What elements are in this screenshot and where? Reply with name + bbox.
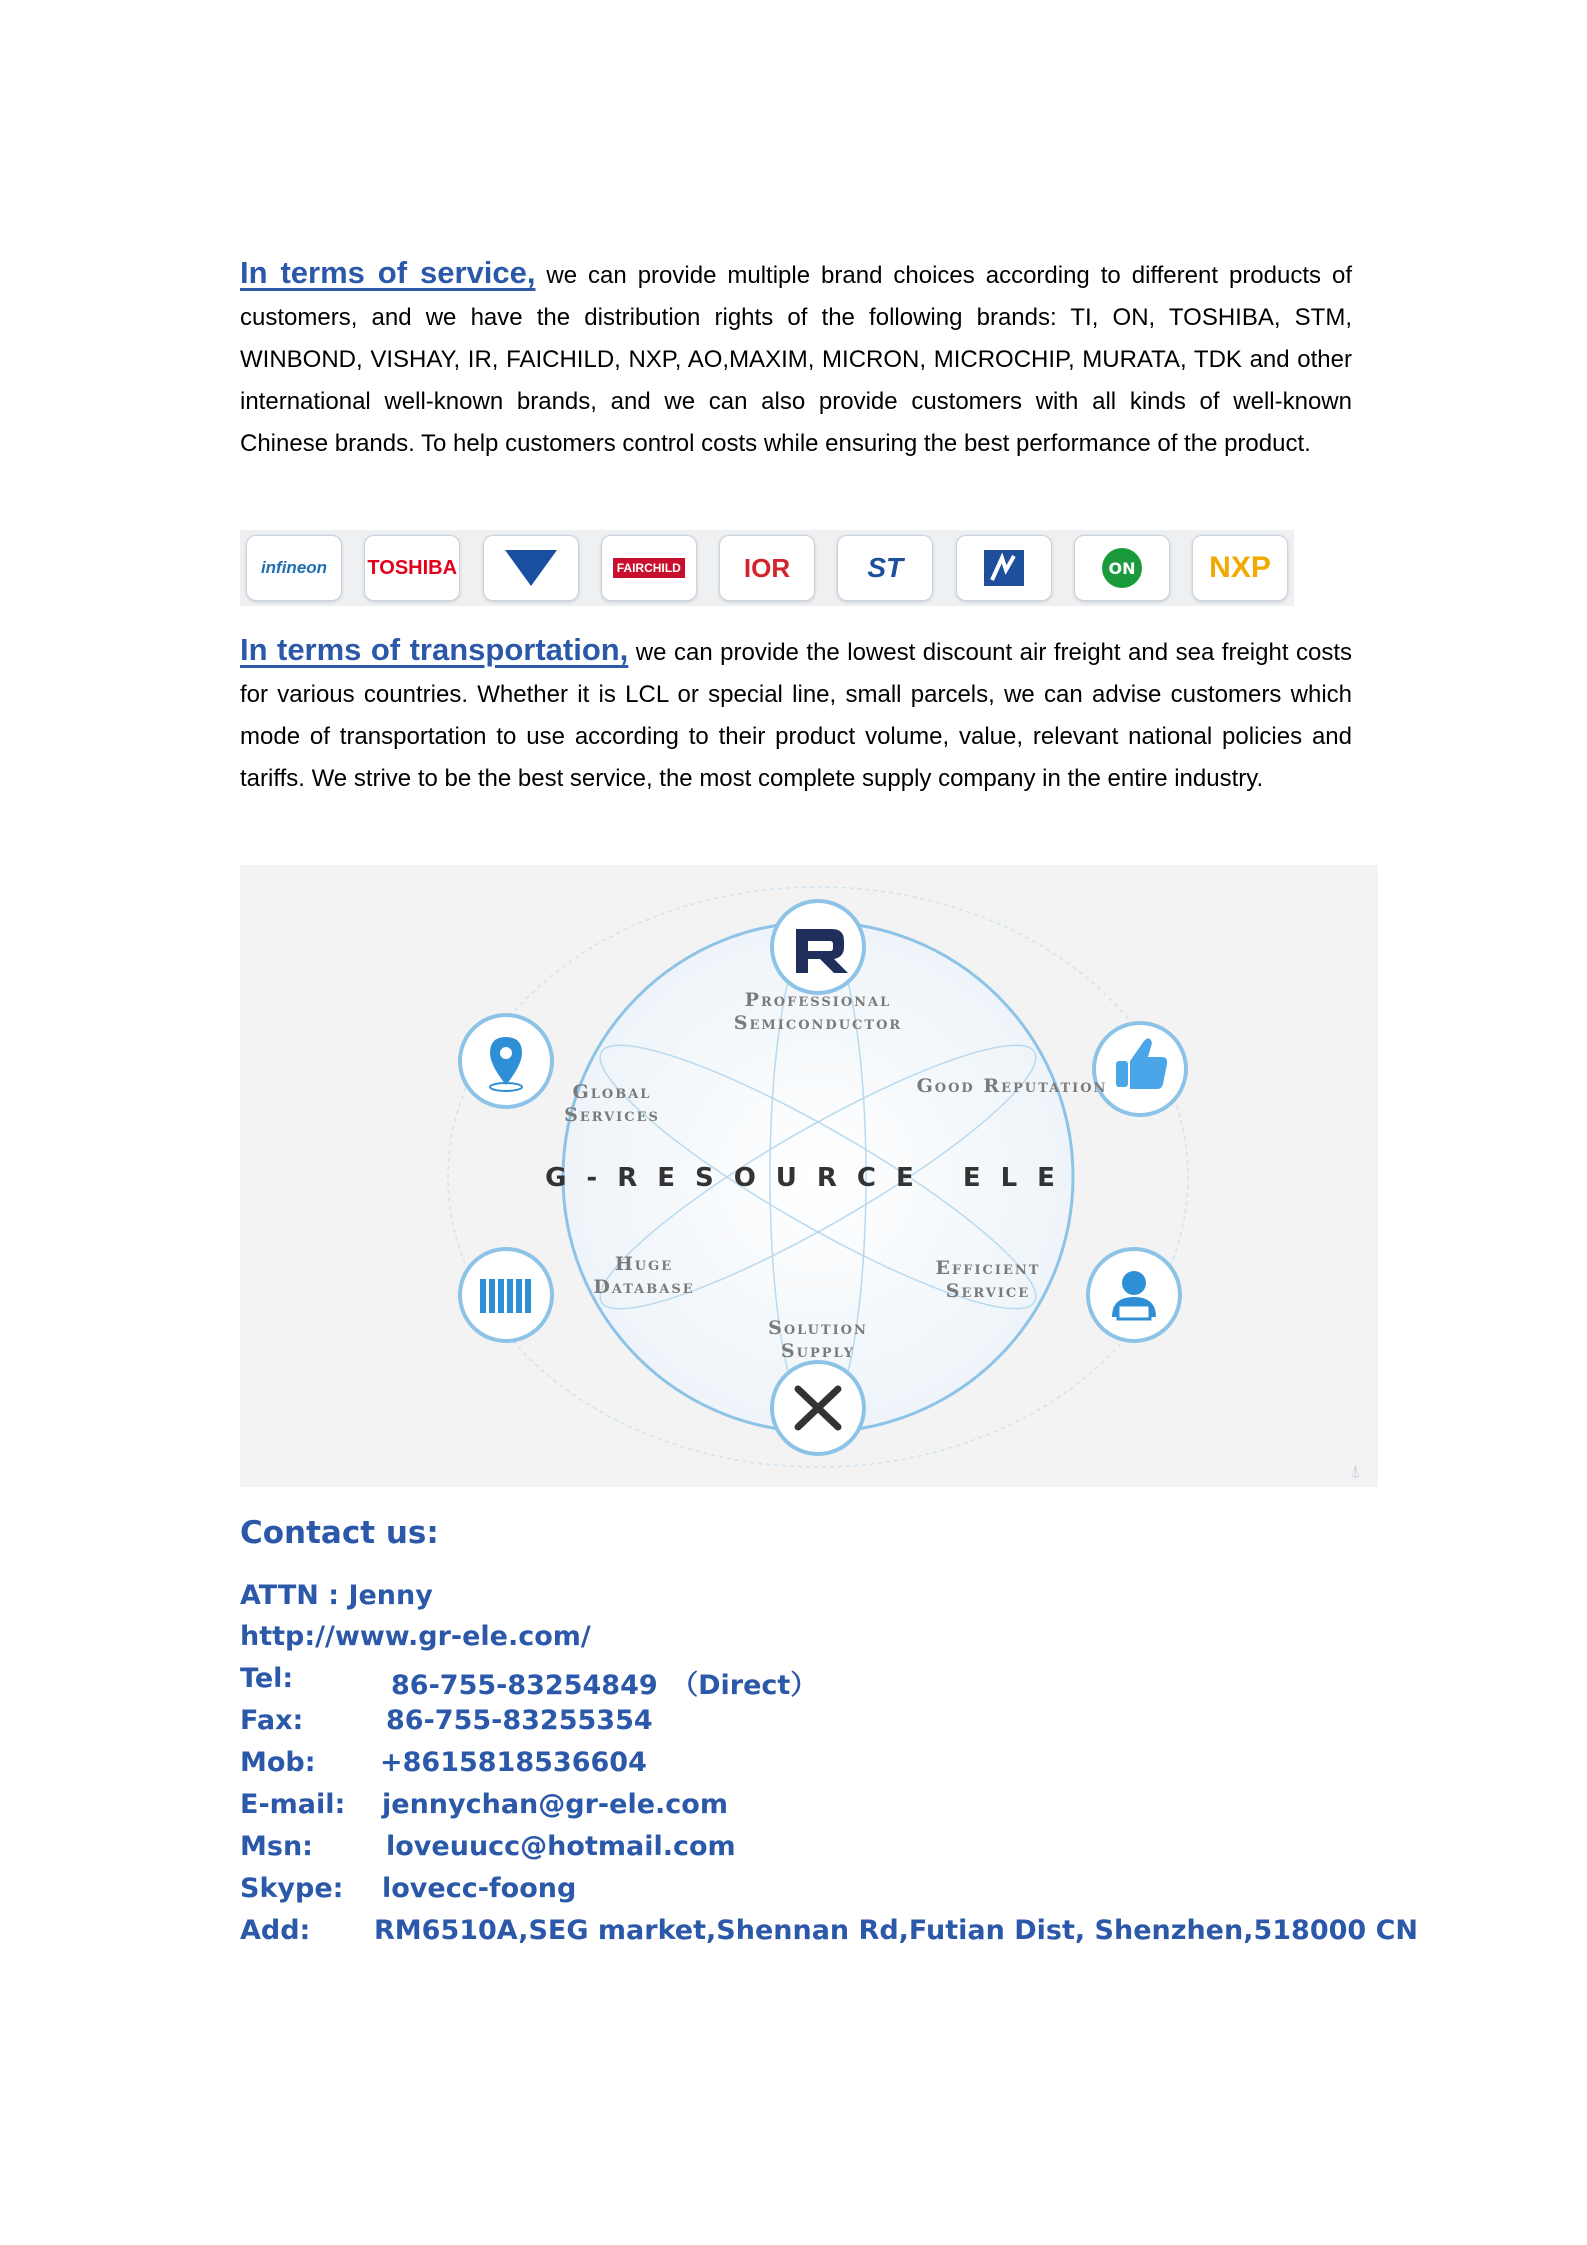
contact-skype-value[interactable]: lovecc-foong <box>382 1873 577 1904</box>
label-professional-semiconductor: Professional Semiconductor <box>733 989 903 1034</box>
transport-paragraph <box>240 629 1352 800</box>
contact-fax-value: 86-755-83255354 <box>386 1705 653 1736</box>
brand-logo-nxp <box>1192 535 1288 601</box>
label-solution-supply: Solution Supply <box>768 1317 868 1362</box>
brand-infineon-text: infineon <box>260 558 328 577</box>
microchip-logo-icon <box>982 548 1026 588</box>
brand-logo-infineon <box>246 535 342 601</box>
contact-email-value[interactable]: jennychan@gr-ele.com <box>382 1789 728 1820</box>
contact-tel-value[interactable]: 86-755-83254849 （Direct） <box>391 1670 818 1701</box>
contact-address-label: Add: <box>240 1915 311 1946</box>
contact-address-row <box>240 1915 1419 1946</box>
brand-st-text: ST <box>867 552 904 583</box>
contact-email-label: E-mail: <box>240 1789 346 1820</box>
contact-fax-label: Fax: <box>240 1705 304 1736</box>
label-global-services: Global Services <box>564 1081 660 1126</box>
company-strength-diagram <box>240 865 1378 1487</box>
brand-fairchild-text: FAIRCHILD <box>613 558 685 578</box>
watermark-icon <box>1350 1461 1361 1482</box>
contact-msn-value[interactable]: loveuucc@hotmail.com <box>386 1831 736 1862</box>
contact-mob-label: Mob: <box>240 1747 316 1778</box>
contact-mob-row <box>240 1747 647 1778</box>
svg-text:⍋: ⍋ <box>1350 1461 1361 1482</box>
brand-toshiba-text: TOSHIBA <box>367 556 458 579</box>
service-heading: In terms of service, <box>240 255 536 290</box>
contact-tel-row <box>240 1663 818 1701</box>
contact-heading: Contact us: <box>240 1515 439 1551</box>
contact-skype-row <box>240 1873 577 1904</box>
transport-body: we can provide the lowest discount air freight and sea freight costs for various countries. Whether it is LCL or special line, small parcels, we can advise customers which mode of transportation to use according to their product volume, value, relevant national policies and tariffs. We strive to be the best service, the most complete supply company in the entire industry. <box>240 639 1353 792</box>
contact-skype-label: Skype: <box>240 1873 344 1904</box>
contact-attn: ATTN : Jenny <box>240 1580 433 1611</box>
brand-logo-microchip <box>956 535 1052 601</box>
label-good-reputation: Good Reputation <box>916 1075 1108 1097</box>
brand-ir-text: IOR <box>743 552 791 583</box>
transport-heading: In terms of transportation, <box>240 632 629 667</box>
contact-fax-row <box>240 1705 653 1736</box>
brand-logo-st <box>837 535 933 601</box>
on-logo-text: ON <box>1108 559 1136 578</box>
brand-logo-ir <box>719 535 815 601</box>
diagram-center-title: G-RESOURCE ELE <box>545 1163 1075 1193</box>
contact-tel-label: Tel: <box>240 1663 294 1694</box>
contact-email-row <box>240 1789 728 1820</box>
vishay-logo-icon <box>501 546 561 590</box>
label-huge-database: Huge Database <box>593 1253 695 1298</box>
contact-address-value: RM6510A,SEG market,Shennan Rd,Futian Dist, Shenzhen,518000 CN <box>374 1915 1419 1946</box>
brand-logo-vishay <box>483 535 579 601</box>
label-efficient-service: Efficient Service <box>935 1257 1041 1302</box>
service-body: we can provide multiple brand choices according to different products of customers, and we have the distribution rights of the following brands: TI, ON, TOSHIBA, STM, WINBOND, VISHAY, IR, FAICHILD, NXP, AO,MAXIM, MICRON, MICROCHIP, MURATA, TDK and other international well-known brands, and we can also provide customers with all kinds of well-known Chinese brands. To help customers control costs while ensuring the best performance of the product. <box>240 262 1352 457</box>
contact-website-link[interactable]: http://www.gr-ele.com/ <box>240 1621 591 1652</box>
brand-logo-fairchild <box>601 535 697 601</box>
brand-logo-toshiba <box>364 535 460 601</box>
service-paragraph <box>240 252 1352 465</box>
contact-msn-row <box>240 1831 736 1862</box>
brand-logo-strip <box>240 530 1294 606</box>
brand-nxp-text: NXP <box>1209 551 1271 584</box>
on-semi-logo-icon <box>1100 546 1144 590</box>
contact-msn-label: Msn: <box>240 1831 313 1862</box>
contact-mob-value[interactable]: +8615818536604 <box>380 1747 647 1778</box>
brand-logo-on <box>1074 535 1170 601</box>
